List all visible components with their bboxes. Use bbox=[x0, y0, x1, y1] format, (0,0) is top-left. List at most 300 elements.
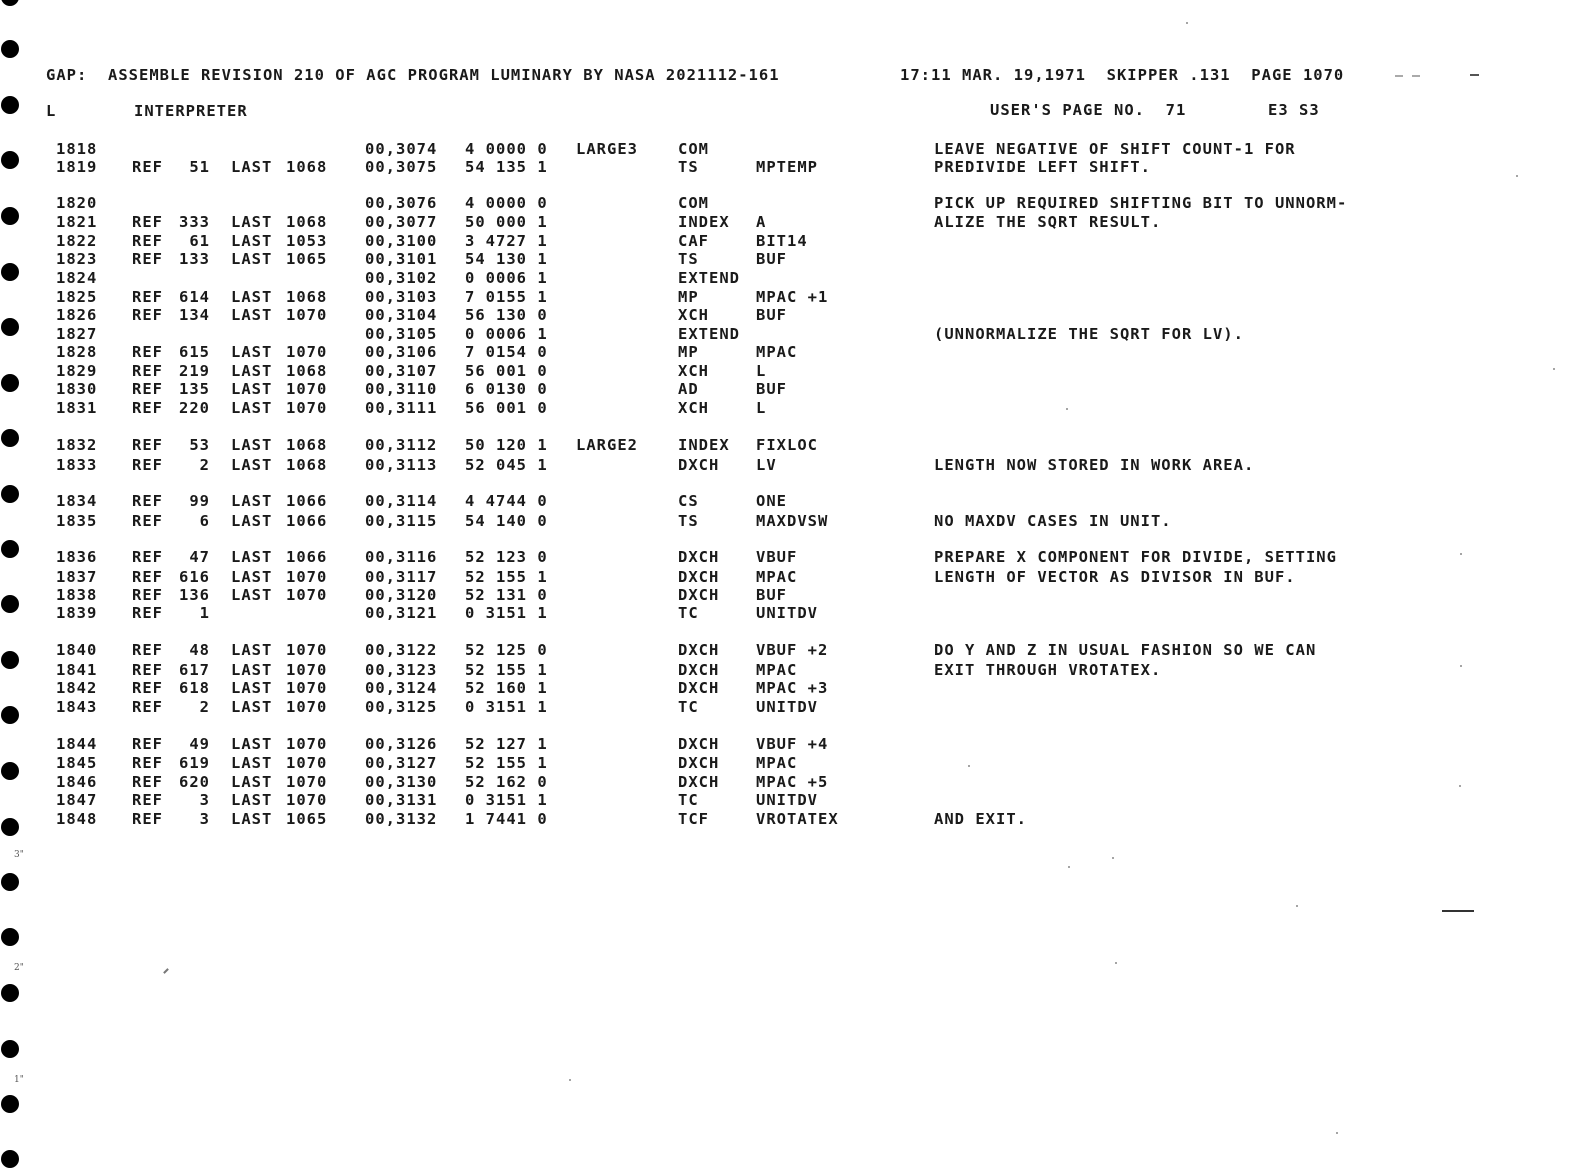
ref-number: 135 bbox=[179, 380, 210, 398]
listing-line bbox=[0, 773, 1582, 791]
listing-line bbox=[0, 810, 1582, 828]
address: 00,3100 bbox=[365, 232, 438, 250]
scan-speck bbox=[1112, 857, 1114, 859]
address: 00,3076 bbox=[365, 194, 438, 212]
operand: A bbox=[756, 213, 767, 231]
address: 00,3104 bbox=[365, 306, 438, 324]
operand: MPAC bbox=[756, 568, 798, 586]
line-number: 1831 bbox=[56, 399, 98, 417]
operand: MPAC bbox=[756, 754, 798, 772]
octal-word: 4 0000 0 bbox=[465, 140, 548, 158]
operand: BUF bbox=[756, 306, 787, 324]
opcode: DXCH bbox=[678, 568, 720, 586]
last-keyword: LAST bbox=[231, 250, 273, 268]
line-number: 1828 bbox=[56, 343, 98, 361]
last-keyword: LAST bbox=[231, 158, 273, 176]
scan-speck bbox=[1553, 368, 1555, 370]
opcode: MP bbox=[678, 288, 699, 306]
ref-number: 616 bbox=[179, 568, 210, 586]
scan-speck bbox=[1115, 962, 1117, 964]
last-number: 1068 bbox=[286, 436, 328, 454]
ref-keyword: REF bbox=[132, 213, 163, 231]
ref-number: 220 bbox=[179, 399, 210, 417]
ref-keyword: REF bbox=[132, 604, 163, 622]
last-keyword: LAST bbox=[231, 399, 273, 417]
opcode: TC bbox=[678, 698, 699, 716]
ref-keyword: REF bbox=[132, 343, 163, 361]
scan-speck bbox=[1336, 1132, 1338, 1134]
ref-number: 2 bbox=[199, 698, 210, 716]
address: 00,3077 bbox=[365, 213, 438, 231]
octal-word: 50 000 1 bbox=[465, 213, 548, 231]
scan-speck bbox=[1459, 785, 1461, 787]
opcode: DXCH bbox=[678, 773, 720, 791]
address: 00,3107 bbox=[365, 362, 438, 380]
address: 00,3111 bbox=[365, 399, 438, 417]
label: LARGE3 bbox=[576, 140, 638, 158]
ref-number: 219 bbox=[179, 362, 210, 380]
ref-keyword: REF bbox=[132, 399, 163, 417]
operand: MAXDVSW bbox=[756, 512, 829, 530]
opcode: EXTEND bbox=[678, 325, 740, 343]
ref-keyword: REF bbox=[132, 456, 163, 474]
scan-speck bbox=[1460, 553, 1462, 555]
operand: MPAC +1 bbox=[756, 288, 829, 306]
line-number: 1844 bbox=[56, 735, 98, 753]
punch-hole bbox=[1, 0, 19, 6]
last-keyword: LAST bbox=[231, 380, 273, 398]
octal-word: 4 4744 0 bbox=[465, 492, 548, 510]
listing-line bbox=[0, 325, 1582, 343]
comment: ALIZE THE SQRT RESULT. bbox=[934, 213, 1162, 231]
ref-keyword: REF bbox=[132, 306, 163, 324]
opcode: DXCH bbox=[678, 754, 720, 772]
operand: BUF bbox=[756, 586, 787, 604]
comment: PREPARE X COMPONENT FOR DIVIDE, SETTING bbox=[934, 548, 1337, 566]
last-keyword: LAST bbox=[231, 810, 273, 828]
address: 00,3115 bbox=[365, 512, 438, 530]
operand: L bbox=[756, 399, 767, 417]
operand: MPAC +5 bbox=[756, 773, 829, 791]
last-number: 1068 bbox=[286, 288, 328, 306]
ref-number: 99 bbox=[189, 492, 210, 510]
ref-keyword: REF bbox=[132, 232, 163, 250]
address: 00,3112 bbox=[365, 436, 438, 454]
operand: MPAC bbox=[756, 661, 798, 679]
listing-line bbox=[0, 399, 1582, 417]
address: 00,3130 bbox=[365, 773, 438, 791]
last-number: 1068 bbox=[286, 158, 328, 176]
opcode: DXCH bbox=[678, 548, 720, 566]
address: 00,3125 bbox=[365, 698, 438, 716]
address: 00,3117 bbox=[365, 568, 438, 586]
octal-word: 0 0006 1 bbox=[465, 325, 548, 343]
address: 00,3102 bbox=[365, 269, 438, 287]
operand: FIXLOC bbox=[756, 436, 818, 454]
ref-number: 619 bbox=[179, 754, 210, 772]
octal-word: 52 131 0 bbox=[465, 586, 548, 604]
line-number: 1827 bbox=[56, 325, 98, 343]
address: 00,3074 bbox=[365, 140, 438, 158]
comment: LEAVE NEGATIVE OF SHIFT COUNT-1 FOR bbox=[934, 140, 1296, 158]
comment: NO MAXDV CASES IN UNIT. bbox=[934, 512, 1172, 530]
listing-line bbox=[0, 754, 1582, 772]
line-number: 1832 bbox=[56, 436, 98, 454]
listing-line bbox=[0, 436, 1582, 454]
ref-keyword: REF bbox=[132, 362, 163, 380]
ref-number: 53 bbox=[189, 436, 210, 454]
octal-word: 52 162 0 bbox=[465, 773, 548, 791]
address: 00,3127 bbox=[365, 754, 438, 772]
ref-number: 614 bbox=[179, 288, 210, 306]
octal-word: 0 0006 1 bbox=[465, 269, 548, 287]
last-keyword: LAST bbox=[231, 791, 273, 809]
listing-line bbox=[0, 232, 1582, 250]
opcode: DXCH bbox=[678, 679, 720, 697]
last-keyword: LAST bbox=[231, 568, 273, 586]
octal-word: 50 120 1 bbox=[465, 436, 548, 454]
line-number: 1845 bbox=[56, 754, 98, 772]
ref-keyword: REF bbox=[132, 679, 163, 697]
last-keyword: LAST bbox=[231, 735, 273, 753]
octal-word: 52 045 1 bbox=[465, 456, 548, 474]
listing-line bbox=[0, 250, 1582, 268]
opcode: DXCH bbox=[678, 456, 720, 474]
users-page-number: USER'S PAGE NO. 71 bbox=[990, 101, 1187, 119]
last-number: 1070 bbox=[286, 568, 328, 586]
line-number: 1842 bbox=[56, 679, 98, 697]
opcode: XCH bbox=[678, 306, 709, 324]
last-keyword: LAST bbox=[231, 661, 273, 679]
ref-keyword: REF bbox=[132, 586, 163, 604]
comment: PICK UP REQUIRED SHIFTING BIT TO UNNORM- bbox=[934, 194, 1348, 212]
scan-speck bbox=[1066, 408, 1068, 410]
opcode: INDEX bbox=[678, 436, 730, 454]
octal-word: 52 127 1 bbox=[465, 735, 548, 753]
ref-keyword: REF bbox=[132, 512, 163, 530]
last-number: 1070 bbox=[286, 380, 328, 398]
address: 00,3113 bbox=[365, 456, 438, 474]
comment: DO Y AND Z IN USUAL FASHION SO WE CAN bbox=[934, 641, 1317, 659]
ref-keyword: REF bbox=[132, 568, 163, 586]
last-keyword: LAST bbox=[231, 288, 273, 306]
listing-line bbox=[0, 306, 1582, 324]
last-number: 1066 bbox=[286, 548, 328, 566]
timestamp-page: 17:11 MAR. 19,1971 SKIPPER .131 PAGE 1070 bbox=[900, 66, 1345, 84]
punch-hole bbox=[1, 96, 19, 114]
margin-dash bbox=[1395, 75, 1403, 77]
ref-keyword: REF bbox=[132, 661, 163, 679]
scan-speck bbox=[1296, 905, 1298, 907]
last-keyword: LAST bbox=[231, 773, 273, 791]
last-number: 1070 bbox=[286, 586, 328, 604]
opcode: DXCH bbox=[678, 735, 720, 753]
opcode: DXCH bbox=[678, 586, 720, 604]
last-keyword: LAST bbox=[231, 679, 273, 697]
address: 00,3106 bbox=[365, 343, 438, 361]
margin-mark: 2" bbox=[14, 963, 24, 973]
ref-keyword: REF bbox=[132, 548, 163, 566]
octal-word: 56 001 0 bbox=[465, 399, 548, 417]
octal-word: 52 125 0 bbox=[465, 641, 548, 659]
opcode: AD bbox=[678, 380, 699, 398]
address: 00,3132 bbox=[365, 810, 438, 828]
operand: UNITDV bbox=[756, 698, 818, 716]
octal-word: 0 3151 1 bbox=[465, 791, 548, 809]
operand: L bbox=[756, 362, 767, 380]
ref-number: 48 bbox=[189, 641, 210, 659]
comment: AND EXIT. bbox=[934, 810, 1027, 828]
ref-number: 333 bbox=[179, 213, 210, 231]
octal-word: 54 140 0 bbox=[465, 512, 548, 530]
listing-line bbox=[0, 213, 1582, 231]
listing-line bbox=[0, 380, 1582, 398]
listing-line bbox=[0, 698, 1582, 716]
operand: ONE bbox=[756, 492, 787, 510]
line-number: 1836 bbox=[56, 548, 98, 566]
listing-line bbox=[0, 456, 1582, 474]
scan-speck bbox=[1068, 866, 1070, 868]
octal-word: 54 130 1 bbox=[465, 250, 548, 268]
last-number: 1070 bbox=[286, 343, 328, 361]
ref-number: 51 bbox=[189, 158, 210, 176]
last-keyword: LAST bbox=[231, 492, 273, 510]
listing-line bbox=[0, 512, 1582, 530]
margin-dash bbox=[1442, 910, 1474, 912]
address: 00,3105 bbox=[365, 325, 438, 343]
line-number: 1848 bbox=[56, 810, 98, 828]
ref-keyword: REF bbox=[132, 698, 163, 716]
line-number: 1821 bbox=[56, 213, 98, 231]
ref-number: 49 bbox=[189, 735, 210, 753]
last-number: 1070 bbox=[286, 399, 328, 417]
opcode: CAF bbox=[678, 232, 709, 250]
operand: VBUF +2 bbox=[756, 641, 829, 659]
address: 00,3110 bbox=[365, 380, 438, 398]
operand: MPTEMP bbox=[756, 158, 818, 176]
last-number: 1065 bbox=[286, 250, 328, 268]
punch-hole bbox=[1, 40, 19, 58]
last-number: 1070 bbox=[286, 661, 328, 679]
octal-word: 7 0155 1 bbox=[465, 288, 548, 306]
line-number: 1846 bbox=[56, 773, 98, 791]
ref-number: 136 bbox=[179, 586, 210, 604]
last-number: 1070 bbox=[286, 773, 328, 791]
line-number: 1823 bbox=[56, 250, 98, 268]
address: 00,3121 bbox=[365, 604, 438, 622]
last-keyword: LAST bbox=[231, 586, 273, 604]
listing-line bbox=[0, 791, 1582, 809]
listing-line bbox=[0, 158, 1582, 176]
listing-line bbox=[0, 194, 1582, 212]
ref-number: 615 bbox=[179, 343, 210, 361]
last-keyword: LAST bbox=[231, 436, 273, 454]
punch-hole bbox=[1, 984, 19, 1002]
operand: VBUF +4 bbox=[756, 735, 829, 753]
address: 00,3126 bbox=[365, 735, 438, 753]
line-number: 1818 bbox=[56, 140, 98, 158]
punch-hole bbox=[1, 873, 19, 891]
section-letter: L bbox=[46, 102, 57, 120]
margin-dash bbox=[163, 968, 169, 974]
last-number: 1070 bbox=[286, 698, 328, 716]
operand: VROTATEX bbox=[756, 810, 839, 828]
ref-keyword: REF bbox=[132, 773, 163, 791]
opcode: TS bbox=[678, 250, 699, 268]
octal-word: 0 3151 1 bbox=[465, 698, 548, 716]
ref-keyword: REF bbox=[132, 810, 163, 828]
listing-line bbox=[0, 140, 1582, 158]
punch-hole bbox=[1, 1095, 19, 1113]
assembly-title: GAP: ASSEMBLE REVISION 210 OF AGC PROGRAM LUMINARY BY NASA 2021112-161 bbox=[46, 66, 780, 84]
comment: LENGTH OF VECTOR AS DIVISOR IN BUF. bbox=[934, 568, 1296, 586]
line-number: 1839 bbox=[56, 604, 98, 622]
line-number: 1834 bbox=[56, 492, 98, 510]
opcode: XCH bbox=[678, 399, 709, 417]
operand: UNITDV bbox=[756, 791, 818, 809]
last-keyword: LAST bbox=[231, 698, 273, 716]
scan-speck bbox=[968, 765, 970, 767]
opcode: TS bbox=[678, 158, 699, 176]
opcode: INDEX bbox=[678, 213, 730, 231]
address: 00,3114 bbox=[365, 492, 438, 510]
ref-number: 618 bbox=[179, 679, 210, 697]
margin-dash bbox=[1412, 75, 1420, 77]
operand: BIT14 bbox=[756, 232, 808, 250]
octal-word: 52 123 0 bbox=[465, 548, 548, 566]
listing-line bbox=[0, 548, 1582, 566]
line-number: 1822 bbox=[56, 232, 98, 250]
operand: UNITDV bbox=[756, 604, 818, 622]
last-number: 1065 bbox=[286, 810, 328, 828]
operand: BUF bbox=[756, 250, 787, 268]
last-number: 1068 bbox=[286, 456, 328, 474]
ref-keyword: REF bbox=[132, 380, 163, 398]
address: 00,3120 bbox=[365, 586, 438, 604]
listing-line bbox=[0, 735, 1582, 753]
octal-word: 56 001 0 bbox=[465, 362, 548, 380]
ref-number: 133 bbox=[179, 250, 210, 268]
listing-line bbox=[0, 586, 1582, 604]
opcode: TC bbox=[678, 791, 699, 809]
line-number: 1825 bbox=[56, 288, 98, 306]
line-number: 1829 bbox=[56, 362, 98, 380]
scan-speck bbox=[569, 1079, 571, 1081]
ref-number: 617 bbox=[179, 661, 210, 679]
line-number: 1841 bbox=[56, 661, 98, 679]
last-number: 1070 bbox=[286, 641, 328, 659]
last-number: 1068 bbox=[286, 362, 328, 380]
line-number: 1824 bbox=[56, 269, 98, 287]
octal-word: 3 4727 1 bbox=[465, 232, 548, 250]
last-number: 1066 bbox=[286, 512, 328, 530]
line-number: 1843 bbox=[56, 698, 98, 716]
opcode: TS bbox=[678, 512, 699, 530]
address: 00,3124 bbox=[365, 679, 438, 697]
last-number: 1070 bbox=[286, 679, 328, 697]
ref-keyword: REF bbox=[132, 641, 163, 659]
octal-word: 6 0130 0 bbox=[465, 380, 548, 398]
opcode: COM bbox=[678, 140, 709, 158]
address: 00,3116 bbox=[365, 548, 438, 566]
scan-speck bbox=[1516, 175, 1518, 177]
opcode: XCH bbox=[678, 362, 709, 380]
address: 00,3075 bbox=[365, 158, 438, 176]
last-number: 1066 bbox=[286, 492, 328, 510]
address: 00,3101 bbox=[365, 250, 438, 268]
ref-keyword: REF bbox=[132, 735, 163, 753]
octal-word: 52 155 1 bbox=[465, 568, 548, 586]
listing-line bbox=[0, 568, 1582, 586]
listing-line bbox=[0, 661, 1582, 679]
ref-number: 3 bbox=[199, 791, 210, 809]
ref-number: 47 bbox=[189, 548, 210, 566]
ref-number: 61 bbox=[189, 232, 210, 250]
line-number: 1830 bbox=[56, 380, 98, 398]
comment: (UNNORMALIZE THE SQRT FOR LV). bbox=[934, 325, 1244, 343]
listing-line bbox=[0, 288, 1582, 306]
opcode: TCF bbox=[678, 810, 709, 828]
listing-line bbox=[0, 343, 1582, 361]
line-number: 1840 bbox=[56, 641, 98, 659]
listing-line bbox=[0, 362, 1582, 380]
address: 00,3103 bbox=[365, 288, 438, 306]
ref-number: 1 bbox=[199, 604, 210, 622]
ref-keyword: REF bbox=[132, 492, 163, 510]
octal-word: 52 155 1 bbox=[465, 754, 548, 772]
last-keyword: LAST bbox=[231, 306, 273, 324]
operand: VBUF bbox=[756, 548, 798, 566]
listing-line bbox=[0, 269, 1582, 287]
last-keyword: LAST bbox=[231, 641, 273, 659]
opcode: COM bbox=[678, 194, 709, 212]
ref-keyword: REF bbox=[132, 436, 163, 454]
last-keyword: LAST bbox=[231, 512, 273, 530]
operand: MPAC bbox=[756, 343, 798, 361]
line-number: 1820 bbox=[56, 194, 98, 212]
last-keyword: LAST bbox=[231, 232, 273, 250]
opcode: DXCH bbox=[678, 661, 720, 679]
octal-word: 52 155 1 bbox=[465, 661, 548, 679]
octal-word: 7 0154 0 bbox=[465, 343, 548, 361]
last-number: 1070 bbox=[286, 306, 328, 324]
margin-mark: 1" bbox=[14, 1075, 24, 1085]
ref-number: 2 bbox=[199, 456, 210, 474]
opcode: EXTEND bbox=[678, 269, 740, 287]
ref-number: 620 bbox=[179, 773, 210, 791]
octal-word: 56 130 0 bbox=[465, 306, 548, 324]
listing-line bbox=[0, 679, 1582, 697]
ref-keyword: REF bbox=[132, 754, 163, 772]
ref-keyword: REF bbox=[132, 791, 163, 809]
last-number: 1070 bbox=[286, 735, 328, 753]
scan-speck bbox=[1460, 665, 1462, 667]
line-number: 1837 bbox=[56, 568, 98, 586]
last-number: 1070 bbox=[286, 791, 328, 809]
listing-line bbox=[0, 604, 1582, 622]
comment: PREDIVIDE LEFT SHIFT. bbox=[934, 158, 1151, 176]
scan-speck bbox=[1186, 22, 1188, 24]
octal-word: 0 3151 1 bbox=[465, 604, 548, 622]
address: 00,3122 bbox=[365, 641, 438, 659]
octal-word: 52 160 1 bbox=[465, 679, 548, 697]
listing-line bbox=[0, 492, 1582, 510]
opcode: MP bbox=[678, 343, 699, 361]
line-number: 1835 bbox=[56, 512, 98, 530]
ref-keyword: REF bbox=[132, 250, 163, 268]
section-name: INTERPRETER bbox=[134, 102, 248, 120]
last-keyword: LAST bbox=[231, 213, 273, 231]
